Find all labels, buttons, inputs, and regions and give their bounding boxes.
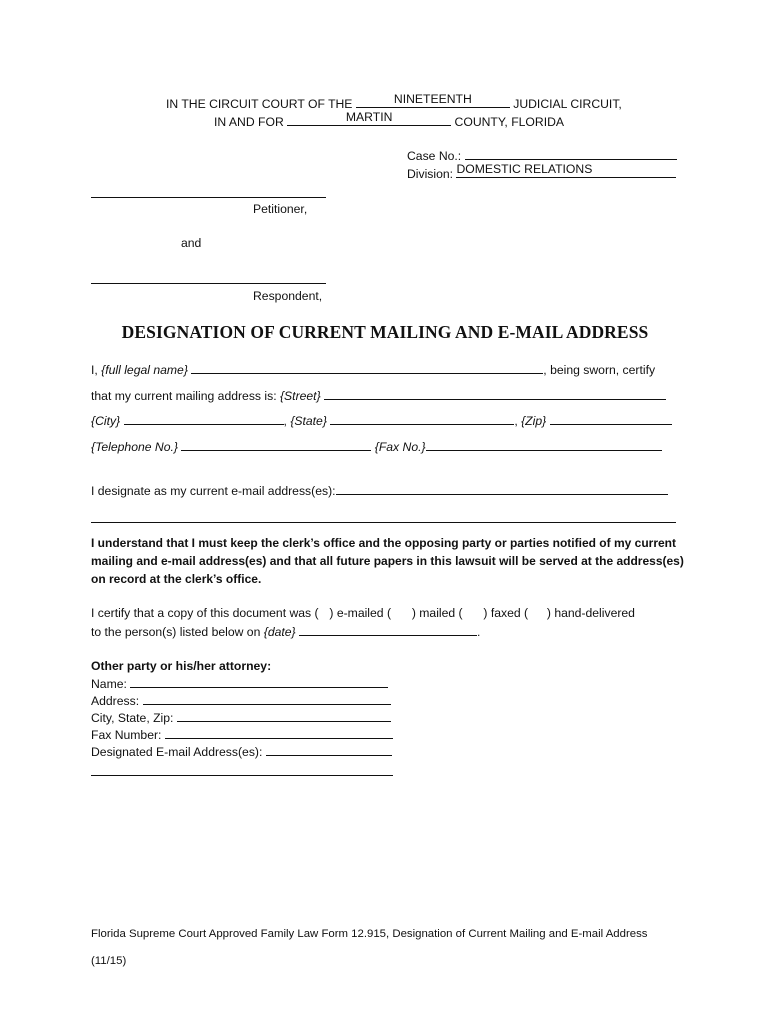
other-party-email-label: Designated E-mail Address(es): <box>91 745 263 759</box>
other-party-address-field[interactable] <box>143 693 391 705</box>
city-state-zip-line: {City} , {State} , {Zip} <box>91 413 672 429</box>
case-no-label: Case No.: <box>407 149 462 163</box>
other-party-email-field[interactable] <box>266 744 392 756</box>
other-party-fax-field[interactable] <box>165 727 393 739</box>
court-line <box>166 92 622 112</box>
division-value: DOMESTIC RELATIONS <box>456 162 593 176</box>
street-field[interactable] <box>324 388 666 400</box>
other-party-heading: Other party or his/her attorney: <box>91 659 272 673</box>
other-party-name-field[interactable] <box>130 676 388 688</box>
circuit-value: NINETEENTH <box>393 92 472 106</box>
full-name-placeholder: {full legal name} <box>101 363 188 377</box>
city-field[interactable] <box>124 413 284 425</box>
certify-line2-prefix: to the person(s) listed below on <box>91 625 264 639</box>
full-name-line <box>91 362 655 378</box>
petitioner-name-line[interactable] <box>91 197 326 198</box>
county-line-prefix: IN AND FOR <box>214 115 284 129</box>
email-label: I designate as my current e-mail address(es): <box>91 484 336 498</box>
county-field[interactable] <box>287 110 451 126</box>
other-party-email-line <box>91 744 392 760</box>
other-party-city-label: City, State, Zip: <box>91 711 174 725</box>
footer-revision: (11/15) <box>91 955 127 967</box>
street-placeholder: {Street} <box>279 389 321 403</box>
email-continuation-line[interactable] <box>91 522 676 523</box>
other-party-email-continuation-line[interactable] <box>91 775 393 776</box>
emailed-label: ) e-mailed ( <box>329 606 392 620</box>
footer-form-line: Florida Supreme Court Approved Family Law Form 12.915, Designation of Current Mailing and E-mail Address <box>91 928 648 940</box>
state-placeholder: {State} <box>290 414 327 428</box>
fax-field[interactable] <box>426 439 662 451</box>
street-line <box>91 388 666 404</box>
petitioner-label: Petitioner, <box>253 202 308 216</box>
full-name-field[interactable] <box>191 362 543 374</box>
zip-placeholder: {Zip} <box>521 414 547 428</box>
other-party-city-line <box>91 710 391 726</box>
and-label: and <box>181 236 202 250</box>
court-line-prefix: IN THE CIRCUIT COURT OF THE <box>166 97 353 111</box>
case-no-field[interactable] <box>465 147 677 160</box>
other-party-fax-line <box>91 727 393 743</box>
other-party-address-label: Address: <box>91 694 140 708</box>
telephone-placeholder: {Telephone No.} <box>91 440 178 454</box>
county-value: MARTIN <box>345 110 393 124</box>
other-party-fax-label: Fax Number: <box>91 728 162 742</box>
faxed-label: ) faxed ( <box>483 606 529 620</box>
state-field[interactable] <box>330 413 514 425</box>
city-placeholder: {City} <box>91 414 121 428</box>
line2-prefix: that my current mailing address is: <box>91 389 280 403</box>
certify-prefix: I certify that a copy of this document was ( <box>91 606 319 620</box>
document-title: DESIGNATION OF CURRENT MAILING AND E-MAIL ADDRESS <box>121 322 649 342</box>
email-line <box>91 483 668 499</box>
fax-placeholder: {Fax No.} <box>374 440 426 454</box>
respondent-name-line[interactable] <box>91 283 326 284</box>
notice-paragraph: I understand that I must keep the clerk’s office and the opposing party or parties notified of my current mailing and e-mail address(es) and that all future papers in this lawsuit will be served at the address(es) on record at the clerk’s office. <box>91 536 684 586</box>
hand-delivered-label: ) hand-delivered <box>546 606 635 620</box>
certify-date-line: to the person(s) listed below on {date} . <box>91 625 481 639</box>
other-party-address-line <box>91 693 391 709</box>
line1-suffix: , being sworn, certify <box>543 363 656 377</box>
court-line-suffix: JUDICIAL CIRCUIT, <box>513 97 622 111</box>
certify-line <box>91 606 635 621</box>
county-line <box>214 110 565 130</box>
telephone-field[interactable] <box>181 439 371 451</box>
date-placeholder: {date} <box>263 625 296 639</box>
respondent-label: Respondent, <box>253 289 323 303</box>
email-field[interactable] <box>336 483 668 495</box>
telephone-fax-line <box>91 439 662 455</box>
circuit-field[interactable] <box>356 92 510 108</box>
mailed-label: ) mailed ( <box>411 606 463 620</box>
other-party-name-label: Name: <box>91 677 127 691</box>
date-field[interactable] <box>299 624 477 636</box>
other-party-name-line <box>91 676 388 692</box>
line1-prefix: I, <box>91 363 102 377</box>
other-party-city-field[interactable] <box>177 710 391 722</box>
division-field[interactable] <box>456 162 676 178</box>
zip-field[interactable] <box>550 413 672 425</box>
division-line <box>407 162 676 182</box>
county-line-suffix: COUNTY, FLORIDA <box>454 115 565 129</box>
division-label: Division: <box>407 167 454 181</box>
